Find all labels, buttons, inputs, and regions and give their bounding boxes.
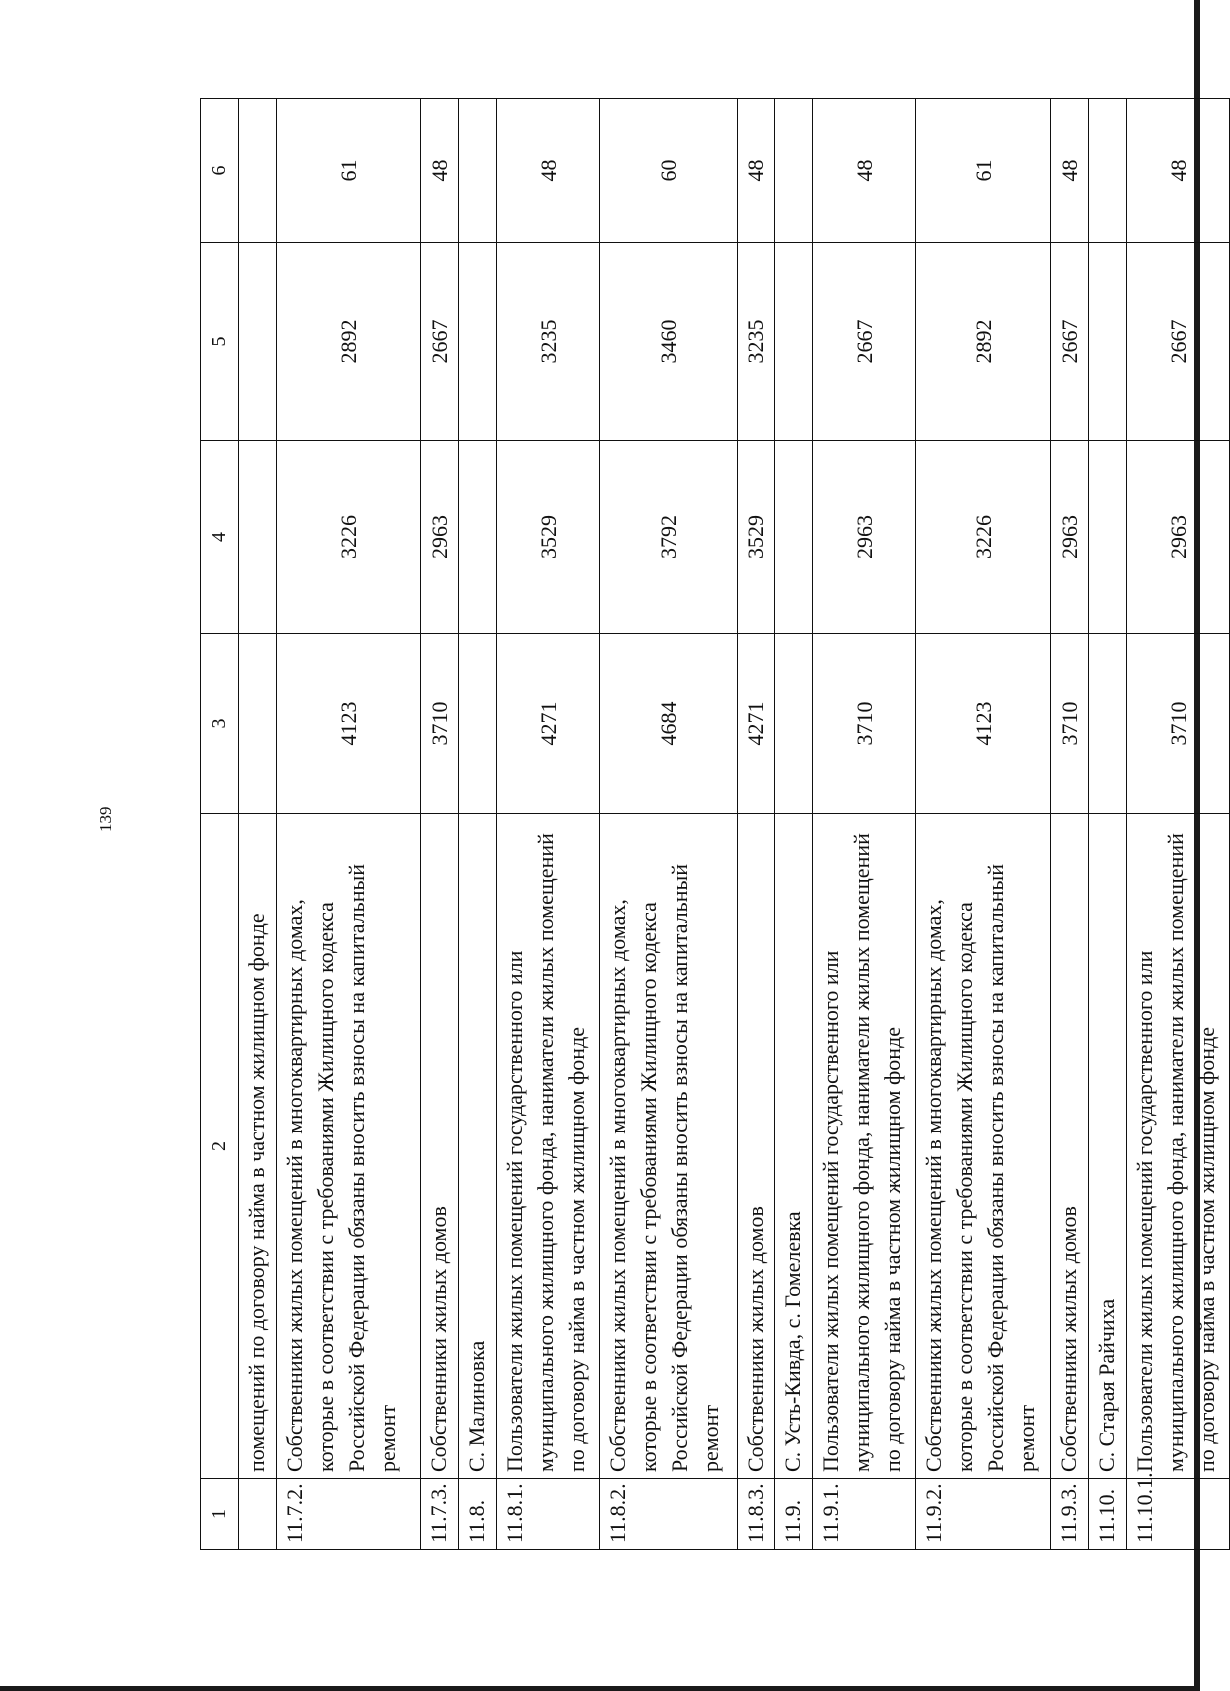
description-cell: помещений по договору найма в частном жилищном фонде (238, 814, 276, 1479)
page-number: 139 (96, 806, 115, 832)
value-cell-3 (238, 634, 276, 814)
value-cell-5: 2667 (1127, 243, 1230, 441)
value-cell-3: 3710 (1051, 634, 1089, 814)
value-cell-5: 2892 (916, 243, 1051, 441)
value-cell-4: 3529 (737, 441, 775, 634)
value-cell-4: 3226 (276, 441, 421, 634)
description-cell: С. Старая Райчиха (1089, 814, 1127, 1479)
description-cell: Пользователи жилых помещений государственного или муниципального жилищного фонда, наниматели жилых помещений по договору найма в частном жилищном фонде (1127, 814, 1230, 1479)
table-row (421, 99, 459, 1550)
code-cell: 11.8.3. (737, 1479, 775, 1550)
table-row (276, 99, 421, 1550)
code-cell: 11.10.1. (1127, 1479, 1230, 1550)
code-cell: 11.9.1. (813, 1479, 916, 1550)
value-cell-3: 3710 (813, 634, 916, 814)
value-cell-3: 4123 (276, 634, 421, 814)
value-cell-5: 2667 (813, 243, 916, 441)
value-cell-3: 3710 (1127, 634, 1230, 814)
header-cell: 5 (201, 243, 239, 441)
table-header-row (201, 99, 239, 1550)
value-cell-5 (775, 243, 813, 441)
code-cell: 11.9. (775, 1479, 813, 1550)
value-cell-4: 3226 (916, 441, 1051, 634)
value-cell-5: 3235 (737, 243, 775, 441)
code-cell: 11.7.3. (421, 1479, 459, 1550)
value-cell-5: 2892 (276, 243, 421, 441)
value-cell-4 (459, 441, 497, 634)
description-cell: С. Малиновка (459, 814, 497, 1479)
table-row (497, 99, 600, 1550)
value-cell-4: 2963 (421, 441, 459, 634)
value-cell-5: 2667 (1051, 243, 1089, 441)
value-cell-3: 4271 (737, 634, 775, 814)
value-cell-3: 4684 (599, 634, 737, 814)
value-cell-3: 4271 (497, 634, 600, 814)
table-body (201, 99, 1230, 1550)
description-cell: Собственники жилых домов (421, 814, 459, 1479)
table-row (1127, 99, 1230, 1550)
header-cell: 2 (201, 814, 239, 1479)
description-cell: Собственники жилых домов (737, 814, 775, 1479)
header-cell: 4 (201, 441, 239, 634)
code-cell: 11.8.1. (497, 1479, 600, 1550)
value-cell-6: 48 (1051, 99, 1089, 243)
value-cell-3: 3710 (421, 634, 459, 814)
value-cell-4 (775, 441, 813, 634)
value-cell-6: 48 (497, 99, 600, 243)
value-cell-4 (1089, 441, 1127, 634)
description-cell: С. Усть-Кивда, с. Гомелевка (775, 814, 813, 1479)
value-cell-5: 3460 (599, 243, 737, 441)
value-cell-3 (775, 634, 813, 814)
description-cell: Собственники жилых помещений в многоквартирных домах, которые в соответствии с требованиями Жилищного кодекса Российской Федерации обязаны вносить взносы на капитальный ремонт (276, 814, 421, 1479)
table-row (737, 99, 775, 1550)
table-row (916, 99, 1051, 1550)
value-cell-6: 60 (599, 99, 737, 243)
value-cell-4: 3529 (497, 441, 600, 634)
table-row (1051, 99, 1089, 1550)
description-cell: Собственники жилых помещений в многоквартирных домах, которые в соответствии с требованиями Жилищного кодекса Российской Федерации обязаны вносить взносы на капитальный ремонт (916, 814, 1051, 1479)
header-cell: 1 (201, 1479, 239, 1550)
value-cell-4: 2963 (1051, 441, 1089, 634)
value-cell-6: 48 (421, 99, 459, 243)
code-cell (238, 1479, 276, 1550)
code-cell: 11.9.3. (1051, 1479, 1089, 1550)
description-cell: Собственники жилых домов (1051, 814, 1089, 1479)
code-cell: 11.10. (1089, 1479, 1127, 1550)
value-cell-5 (238, 243, 276, 441)
value-cell-3 (459, 634, 497, 814)
table-row (238, 99, 276, 1550)
table-row (1089, 99, 1127, 1550)
code-cell: 11.7.2. (276, 1479, 421, 1550)
value-cell-5: 3235 (497, 243, 600, 441)
code-cell: 11.9.2. (916, 1479, 1051, 1550)
scan-border-bottom (0, 1686, 1200, 1691)
code-cell: 11.8.2. (599, 1479, 737, 1550)
value-cell-6 (459, 99, 497, 243)
value-cell-6: 48 (813, 99, 916, 243)
header-cell: 6 (201, 99, 239, 243)
value-cell-6: 61 (276, 99, 421, 243)
table-row (813, 99, 916, 1550)
value-cell-6: 48 (1127, 99, 1230, 243)
value-cell-4: 2963 (1127, 441, 1230, 634)
value-cell-5 (1089, 243, 1127, 441)
description-cell: Собственники жилых помещений в многоквартирных домах, которые в соответствии с требованиями Жилищного кодекса Российской Федерации обязаны вносить взносы на капитальный ремонт (599, 814, 737, 1479)
value-cell-4: 3792 (599, 441, 737, 634)
table-row (459, 99, 497, 1550)
value-cell-5: 2667 (421, 243, 459, 441)
value-cell-6 (238, 99, 276, 243)
tariff-table (200, 98, 1230, 1550)
value-cell-4 (238, 441, 276, 634)
value-cell-4: 2963 (813, 441, 916, 634)
value-cell-6: 48 (737, 99, 775, 243)
value-cell-6: 61 (916, 99, 1051, 243)
rotated-table-container (200, 99, 1230, 1550)
table-row (775, 99, 813, 1550)
value-cell-6 (1089, 99, 1127, 243)
value-cell-3: 4123 (916, 634, 1051, 814)
code-cell: 11.8. (459, 1479, 497, 1550)
description-cell: Пользователи жилых помещений государственного или муниципального жилищного фонда, наниматели жилых помещений по договору найма в частном жилищном фонде (813, 814, 916, 1479)
header-cell: 3 (201, 634, 239, 814)
description-cell: Пользователи жилых помещений государственного или муниципального жилищного фонда, наниматели жилых помещений по договору найма в частном жилищном фонде (497, 814, 600, 1479)
value-cell-6 (775, 99, 813, 243)
value-cell-5 (459, 243, 497, 441)
value-cell-3 (1089, 634, 1127, 814)
table-row (599, 99, 737, 1550)
